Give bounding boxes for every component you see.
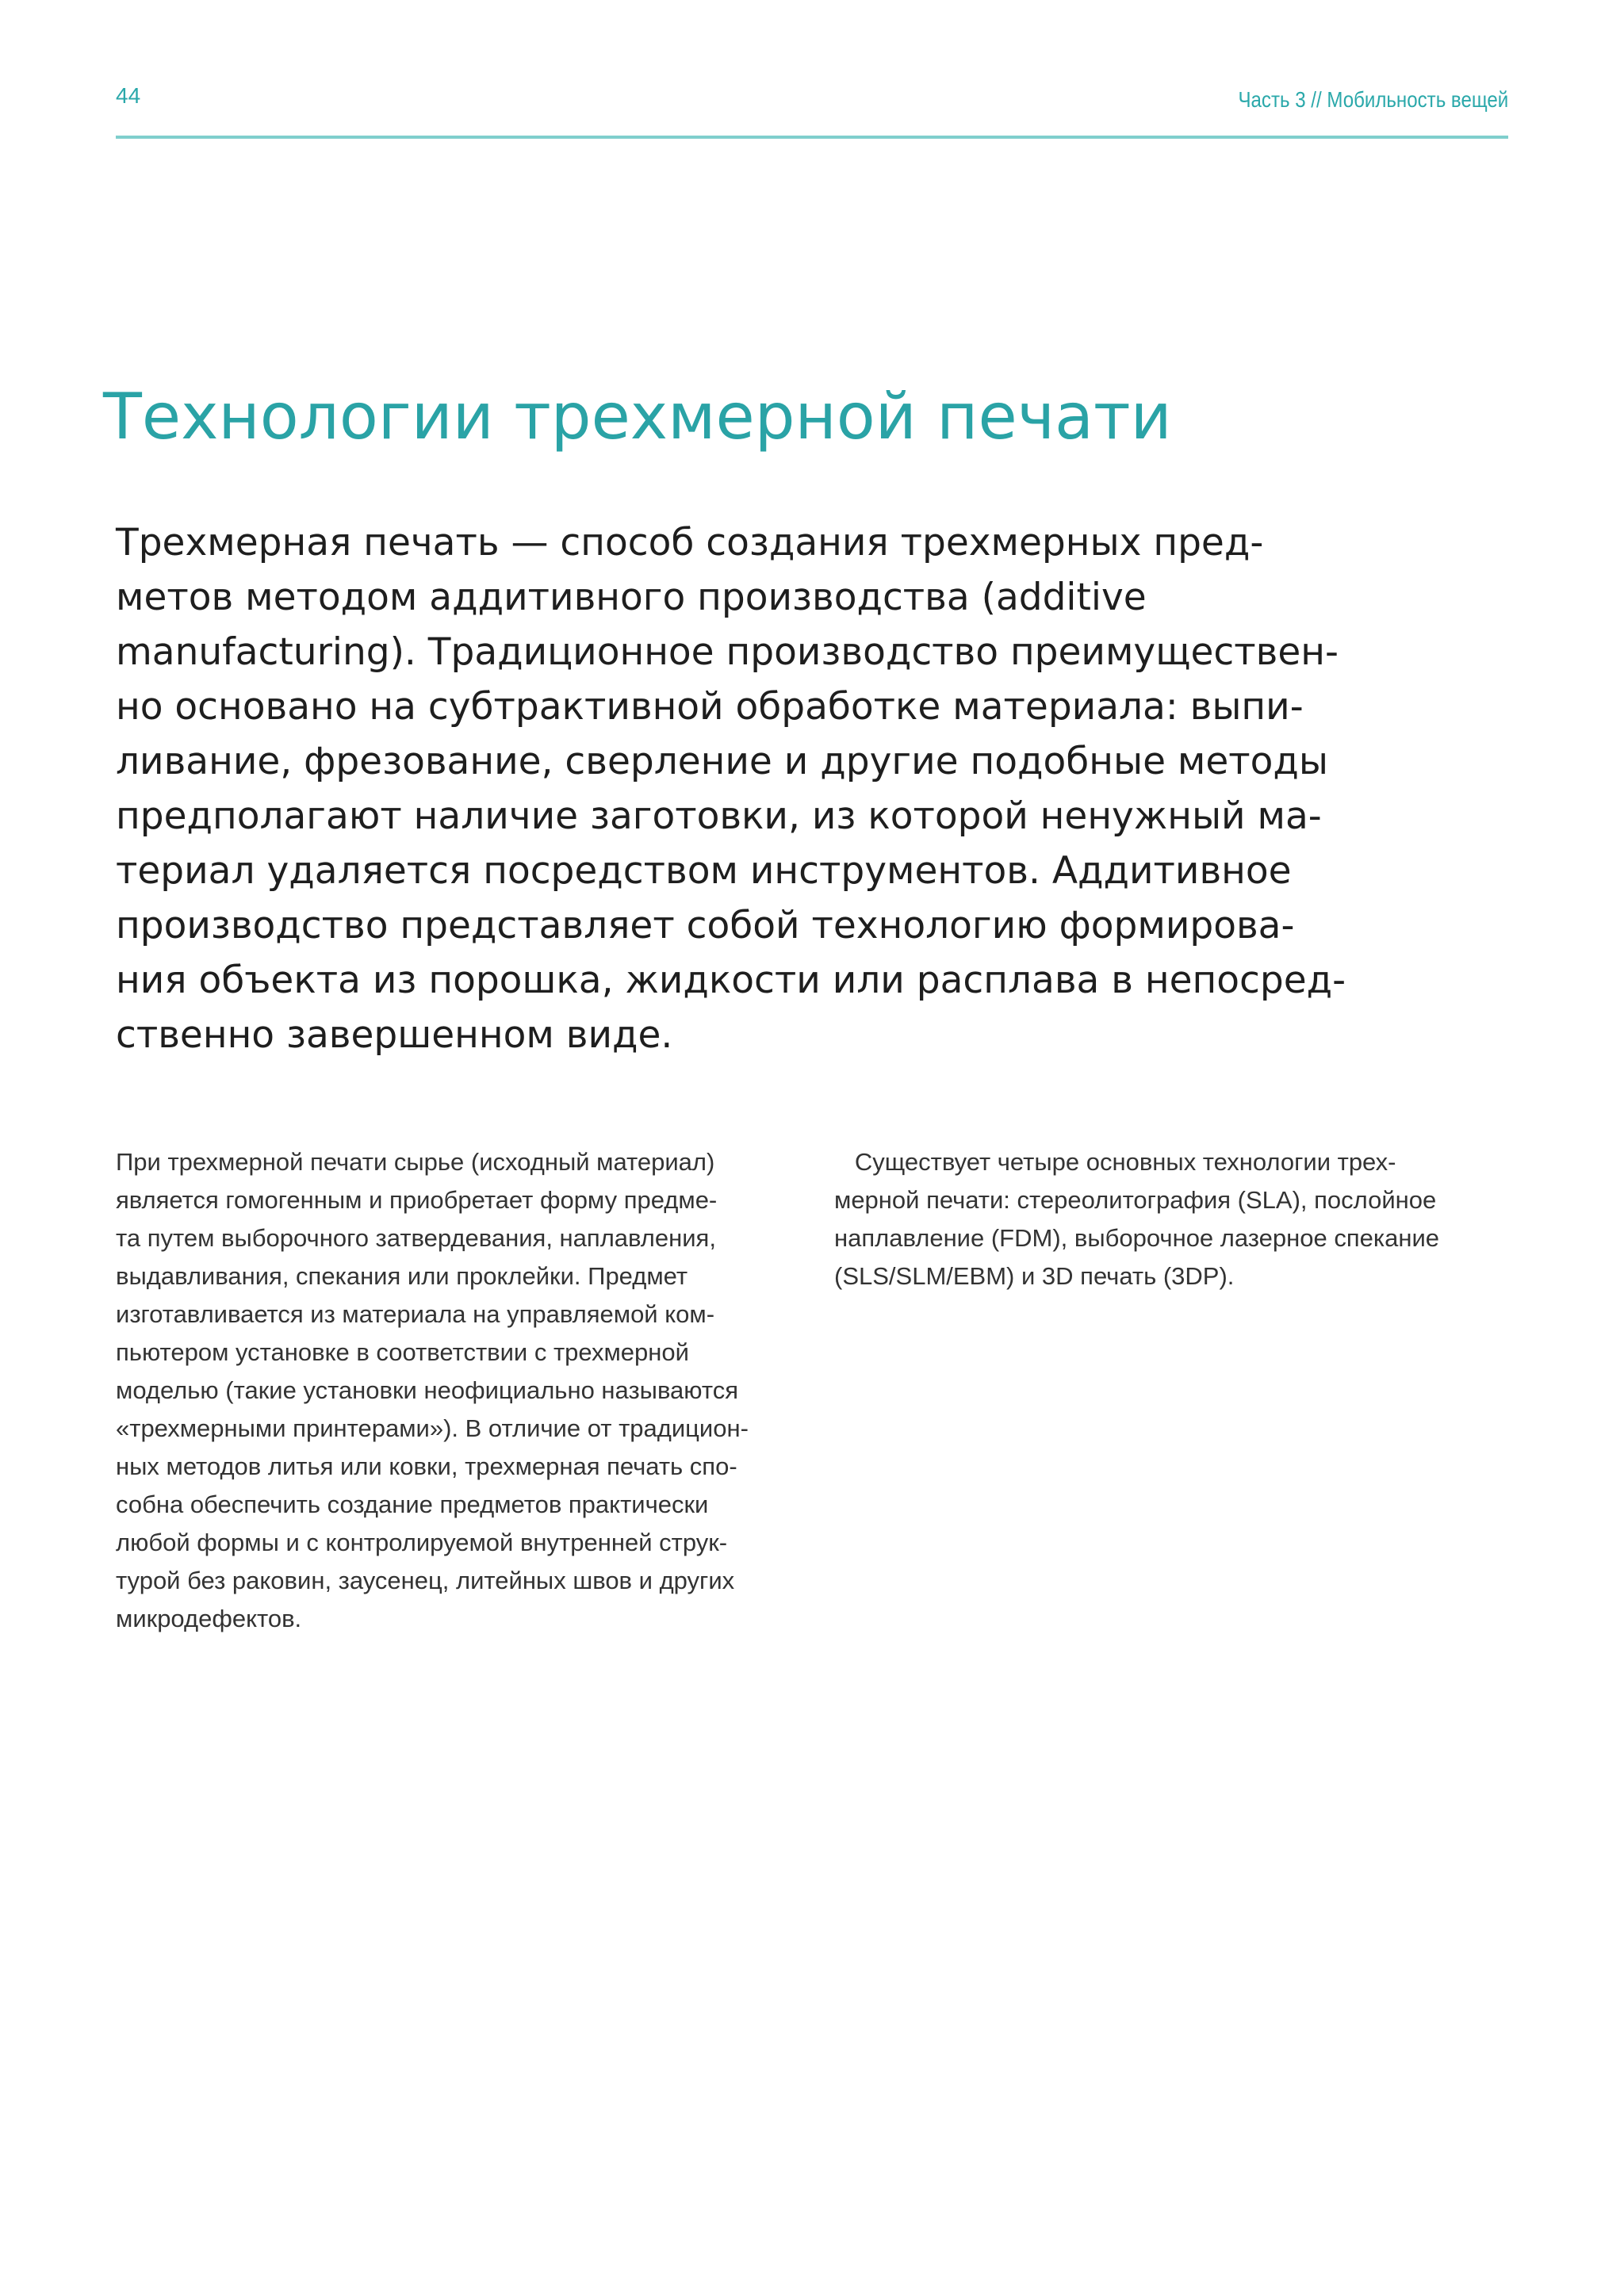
body-column-left (116, 1143, 798, 1638)
lead-line: Трехмерная печать — способ создания трехмерных пред- (116, 521, 1264, 564)
body-line: наплавление (FDM), выборочное лазерное спекание (834, 1224, 1440, 1252)
body-line: любой формы и с контролируемой внутренней струк- (116, 1529, 728, 1556)
lead-line: ливание, фрезование, сверление и другие подобные методы (116, 740, 1329, 783)
body-line: Существует четыре основных технологии трех- (834, 1148, 1396, 1176)
body-line: (SLS/SLM/EBM) и 3D печать (3DP). (834, 1262, 1235, 1290)
body-line: пьютером установке в соответствии с трехмерной (116, 1338, 689, 1366)
body-column-right (834, 1143, 1532, 1295)
body-line: мерной печати: стереолитография (SLA), послойное (834, 1186, 1437, 1214)
lead-line: производство представляет собой технологию формирова- (116, 904, 1295, 947)
lead-line: метов методом аддитивного производства (additive (116, 576, 1147, 619)
body-line: изготавливается из материала на управляемой ком- (116, 1300, 715, 1328)
chapter-title: Технологии трехмерной печати (103, 380, 1172, 453)
body-line: выдавливания, спекания или проклейки. Предмет (116, 1262, 688, 1290)
body-line: ных методов литья или ковки, трехмерная печать спо- (116, 1452, 737, 1480)
running-header: Часть 3 // Мобильность вещей (1238, 87, 1508, 112)
body-line: собна обеспечить создание предметов практически (116, 1490, 709, 1518)
body-line: «трехмерными принтерами»). В отличие от традицион- (116, 1414, 749, 1442)
body-line: является гомогенным и приобретает форму предме- (116, 1186, 718, 1214)
lead-line: ственно завершенном виде. (116, 1013, 673, 1057)
page-number: 44 (116, 83, 141, 108)
lead-line: manufacturing). Традиционное производство преимуществен- (116, 630, 1339, 674)
body-line: та путем выборочного затвердевания, наплавления, (116, 1224, 716, 1252)
body-line: При трехмерной печати сырье (исходный материал) (116, 1148, 715, 1176)
lead-line: ния объекта из порошка, жидкости или расплава в непосред- (116, 959, 1346, 1002)
lead-line: но основано на субтрактивной обработке материала: выпи- (116, 685, 1304, 729)
header-divider (116, 136, 1508, 139)
body-line: микродефектов. (116, 1605, 302, 1632)
body-line: турой без раковин, заусенец, литейных швов и других (116, 1567, 735, 1594)
body-line: моделью (такие установки неофициально называются (116, 1376, 739, 1404)
lead-paragraph (116, 515, 1369, 1062)
lead-line: териал удаляется посредством инструментов. Аддитивное (116, 849, 1292, 893)
lead-line: предполагают наличие заготовки, из которой ненужный ма- (116, 794, 1322, 838)
